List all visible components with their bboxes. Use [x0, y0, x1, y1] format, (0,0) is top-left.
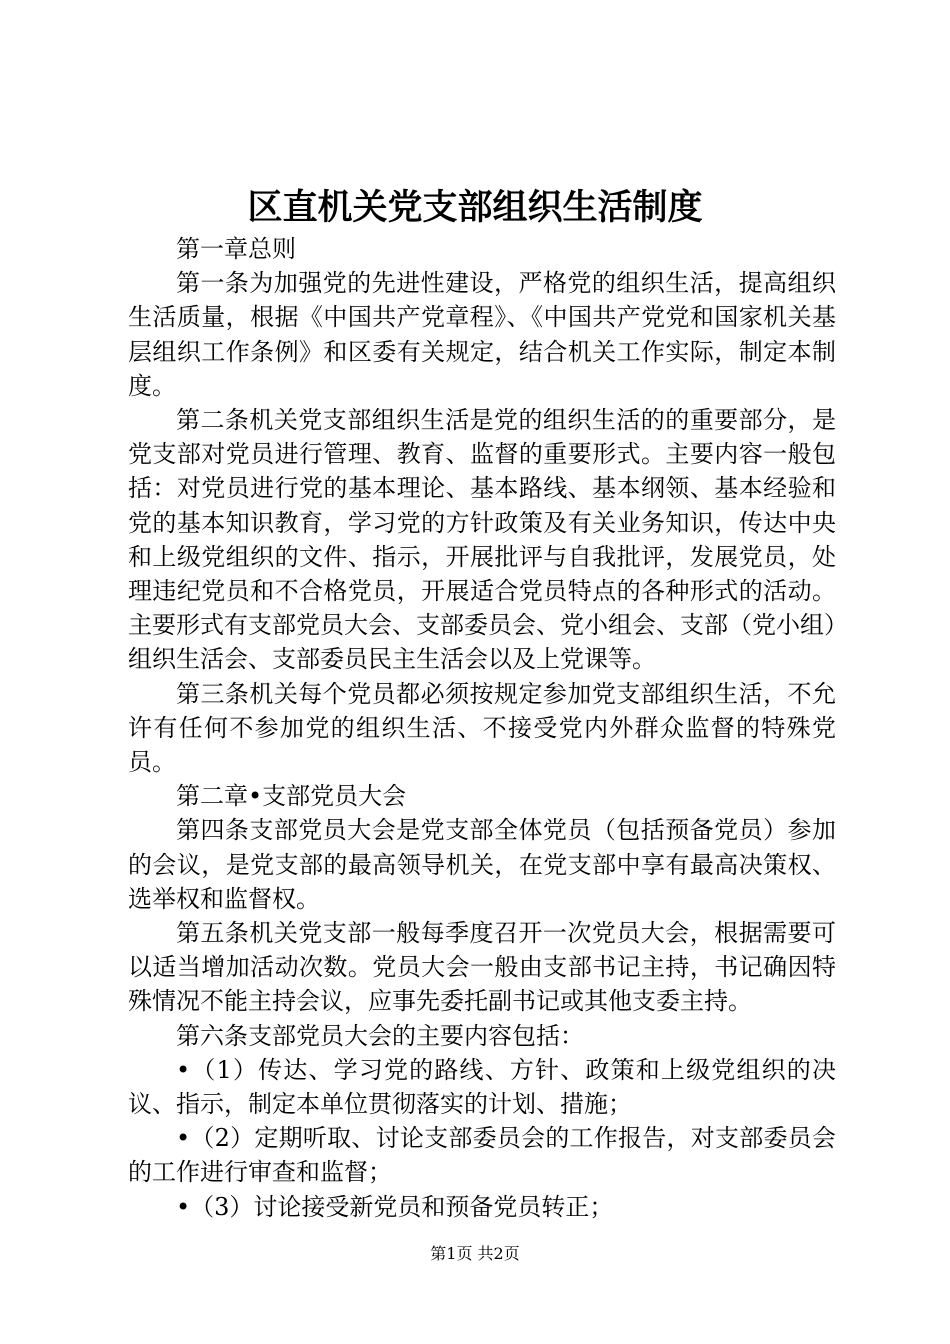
chapter-heading: 第一章总则	[176, 235, 296, 263]
article-paragraph: 第五条机关党支部一般每季度召开一次党员大会，根据需要可以适当增加活动次数。党员大会一般由支部书记主持，书记确因特殊情况不能主持会议，应事先委托副书记或其他支委主持。	[128, 919, 836, 1016]
page-footer: 第1页 共2页	[430, 1244, 520, 1263]
article-paragraph: 第六条支部党员大会的主要内容包括：	[176, 1021, 584, 1050]
article-paragraph: 第四条支部党员大会是党支部全体党员（包括预备党员）参加的会议，是党支部的最高领导机关，在党支部中享有最高决策权、选举权和监督权。	[128, 816, 836, 913]
article-paragraph: 第一条为加强党的先进性建设，严格党的组织生活，提高组织生活质量，根据《中国共产党章程》、《中国共产党党和国家机关基层组织工作条例》和区委有关规定，结合机关工作实际，制定本制度。	[128, 269, 836, 400]
chapter-heading: 第二章•支部党员大会	[176, 782, 407, 811]
document-body	[128, 232, 836, 1224]
article-paragraph: 第二条机关党支部组织生活是党的组织生活的的重要部分，是党支部对党员进行管理、教育、监督的重要形式。主要内容一般包括：对党员进行党的基本理论、基本路线、基本纲领、基本经验和党的基本知识教育，学习党的方针政策及有关业务知识，传达中央和上级党组织的文件、指示，开展批评与自我批评，发展党员，处理违纪党员和不合格党员，开展适合党员特点的各种形式的活动。主要形式有支部党员大会、支部委员会、党小组会、支部（党小组）组织生活会、支部委员民主生活会以及上党课等。	[128, 406, 836, 674]
article-paragraph: 第三条机关每个党员都必须按规定参加党支部组织生活，不允许有任何不参加党的组织生活、不接受党内外群众监督的特殊党员。	[128, 679, 836, 777]
list-item: •（3）讨论接受新党员和预备党员转正；	[176, 1192, 614, 1221]
list-item: •（2）定期听取、讨论支部委员会的工作报告，对支部委员会的工作进行审查和监督；	[128, 1124, 836, 1187]
document-title: 区直机关党支部组织生活制度	[247, 187, 703, 228]
list-item: •（1）传达、学习党的路线、方针、政策和上级党组织的决议、指示，制定本单位贯彻落实的计划、措施；	[128, 1055, 836, 1119]
